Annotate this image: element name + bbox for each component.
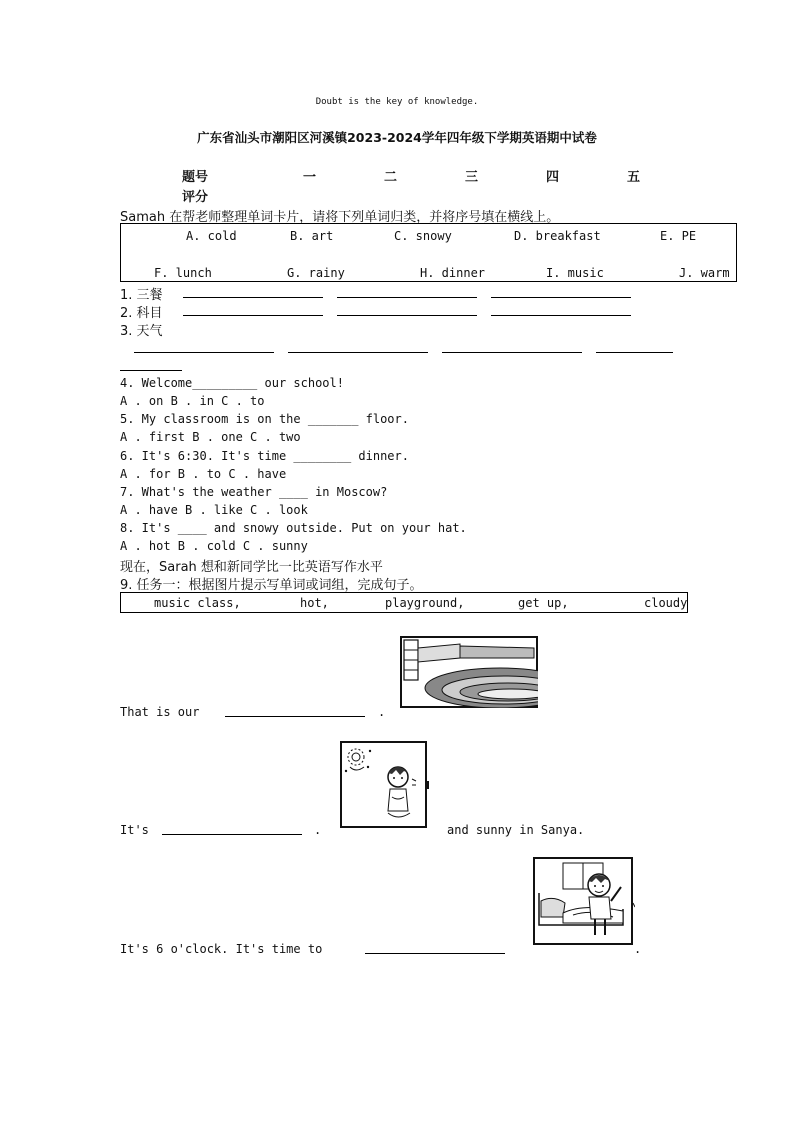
- answer-blank[interactable]: [162, 822, 302, 835]
- bed-boy-icon: [533, 857, 635, 947]
- answer-blank[interactable]: [183, 285, 323, 298]
- answer-blank[interactable]: [288, 340, 428, 353]
- word-card: F. lunch: [154, 266, 212, 280]
- word-card: E. PE: [660, 229, 697, 243]
- answer-blank[interactable]: [183, 303, 323, 316]
- sentence-prefix: That is our: [120, 705, 200, 719]
- score-column: 二: [384, 170, 398, 185]
- word-card: I. music: [546, 266, 604, 280]
- answer-blank[interactable]: [120, 358, 182, 371]
- score-row-label: 评分: [182, 190, 209, 205]
- score-row-label: 题号: [182, 170, 209, 185]
- section2-task: 9. 任务一：根据图片提示写单词或词组，完成句子。: [120, 578, 423, 593]
- sentence-suffix: and sunny in Sanya.: [447, 823, 585, 837]
- answer-blank[interactable]: [596, 340, 673, 353]
- question-options: A . for B . to C . have: [120, 467, 287, 481]
- sentence-prefix: It's 6 o'clock. It's time to: [120, 942, 323, 956]
- category-label: 2. 科目: [120, 306, 163, 321]
- sentence-mid: .: [314, 823, 322, 837]
- question-options: A . have B . like C . look: [120, 503, 308, 517]
- word-card: J. warm: [679, 266, 730, 280]
- word-bank-item: hot,: [300, 596, 329, 610]
- word-bank-item: playground,: [385, 596, 465, 610]
- question-options: A . on B . in C . to: [120, 394, 265, 408]
- page-title: 广东省汕头市潮阳区河溪镇2023-2024学年四年级下学期英语期中试卷: [197, 130, 597, 145]
- answer-blank[interactable]: [337, 303, 477, 316]
- sentence-prefix: It's: [120, 823, 149, 837]
- category-label: 3. 天气: [120, 324, 163, 339]
- word-card: D. breakfast: [514, 229, 601, 243]
- sentence-suffix: .: [634, 942, 642, 956]
- question-stem: 5. My classroom is on the _______ floor.: [120, 412, 409, 426]
- score-column: 三: [465, 170, 479, 185]
- word-bank-item: cloudy: [644, 596, 688, 610]
- answer-blank[interactable]: [134, 340, 274, 353]
- question-stem: 7. What's the weather ____ in Moscow?: [120, 485, 388, 499]
- word-card: A. cold: [186, 229, 237, 243]
- category-label: 1. 三餐: [120, 288, 163, 303]
- answer-blank[interactable]: [442, 340, 582, 353]
- word-bank-item: get up,: [518, 596, 569, 610]
- playground-picture: [400, 636, 535, 706]
- question-stem: 8. It's ____ and snowy outside. Put on your hat.: [120, 521, 467, 535]
- hot-weather-picture: [340, 741, 426, 827]
- playground-icon: [400, 636, 538, 708]
- section2-intro: 现在，Sarah 想和新同学比一比英语写作水平: [120, 560, 383, 575]
- answer-blank[interactable]: [225, 704, 365, 717]
- answer-blank[interactable]: [365, 941, 505, 954]
- motto: Doubt is the key of knowledge.: [315, 97, 479, 107]
- word-card: G. rainy: [287, 266, 345, 280]
- score-column: 一: [303, 170, 317, 185]
- word-card: C. snowy: [394, 229, 452, 243]
- sentence-suffix: .: [378, 705, 386, 719]
- word-card: H. dinner: [420, 266, 486, 280]
- word-card: B. art: [290, 229, 334, 243]
- question-stem: 6. It's 6:30. It's time ________ dinner.: [120, 449, 409, 463]
- score-column: 五: [627, 170, 641, 185]
- answer-blank[interactable]: [491, 303, 631, 316]
- answer-blank[interactable]: [491, 285, 631, 298]
- question-stem: 4. Welcome_________ our school!: [120, 376, 344, 390]
- section1-instruction: Samah 在帮老师整理单词卡片，请将下列单词归类，并将序号填在横线上。: [120, 210, 560, 225]
- answer-blank[interactable]: [337, 285, 477, 298]
- question-options: A . first B . one C . two: [120, 430, 301, 444]
- score-column: 四: [546, 170, 560, 185]
- sun-boy-icon: [340, 741, 430, 831]
- question-options: A . hot B . cold C . sunny: [120, 539, 308, 553]
- get-up-picture: [533, 857, 631, 943]
- word-bank-item: music class,: [154, 596, 241, 610]
